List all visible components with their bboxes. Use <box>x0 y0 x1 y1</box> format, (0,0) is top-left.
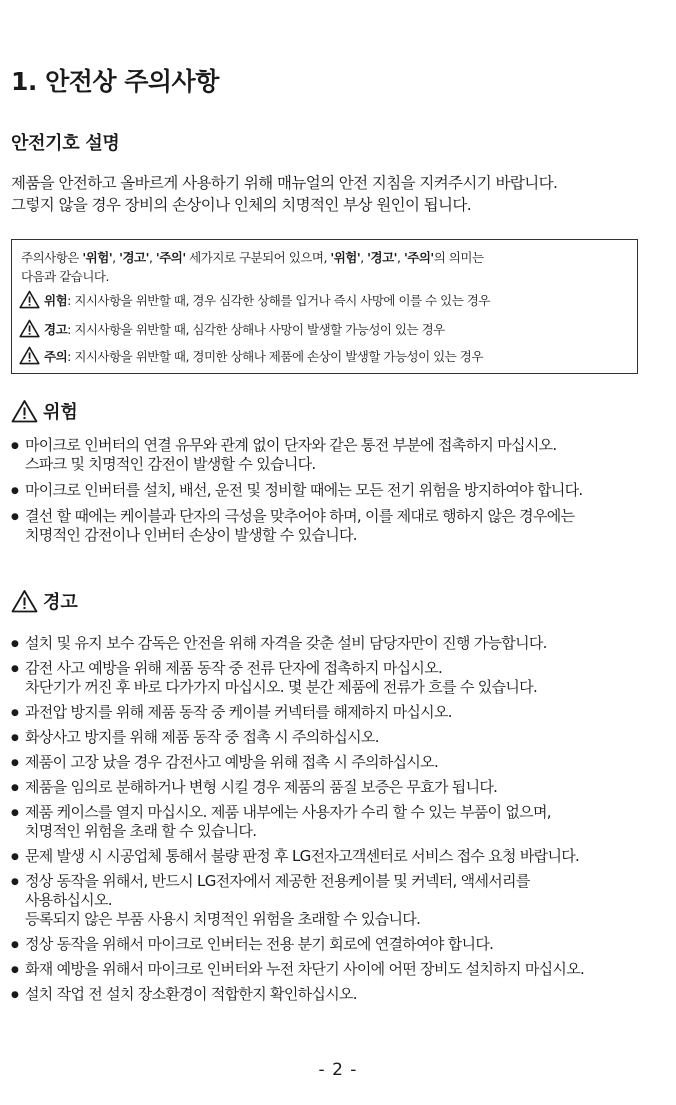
legend-word-danger: '위험' <box>82 250 113 265</box>
legend-row-text: : 지시사항을 위반할 때, 심각한 상해나 사망이 발생할 가능성이 있는 경우 <box>67 321 445 337</box>
warning-list <box>11 634 671 1010</box>
list-item-line: 과전압 방지를 위해 제품 동작 중 케이블 커넥터를 해제하지 마십시오. <box>25 703 452 721</box>
warning-triangle-icon <box>11 589 38 613</box>
list-item-line: 치명적인 위험을 초래 할 수 있습니다. <box>25 822 257 840</box>
list-item <box>11 847 671 866</box>
list-item-line: 차단기가 꺼진 후 바로 다가가지 마십시오. 몇 분간 제품에 전류가 흐를 수 있습니다. <box>25 678 538 696</box>
list-item-line: 정상 동작을 위해서, 반드시 LG전자에서 제공한 전용케이블 및 커넥터, 액세서리를 <box>25 872 530 890</box>
legend-word-warning: '경고' <box>119 250 149 265</box>
list-item <box>11 778 671 797</box>
list-item-line: 제품을 임의로 분해하거나 변형 시킬 경우 제품의 품질 보증은 무효가 됩니다. <box>25 778 498 796</box>
list-item-line: 치명적인 감전이나 인버터 손상이 발생할 수 있습니다. <box>25 526 357 544</box>
list-item <box>11 728 671 747</box>
section-subtitle: 안전기호 설명 <box>11 133 120 154</box>
bullet-icon: ● <box>11 733 19 743</box>
intro-line: 그렇지 않을 경우 장비의 손상이나 인체의 치명적인 부상 원인이 됩니다. <box>11 196 472 214</box>
warning-title-text: 경고 <box>43 592 78 613</box>
intro-line: 제품을 안전하고 올바르게 사용하기 위해 매뉴얼의 안전 지침을 지켜주시기 바랍니다. <box>11 174 558 192</box>
bullet-icon: ● <box>11 758 19 768</box>
intro-paragraph <box>11 172 557 216</box>
legend-row-text: : 지시사항을 위반할 때, 경미한 상해나 제품에 손상이 발생할 가능성이 있는 경우 <box>67 348 483 364</box>
list-item <box>11 507 671 545</box>
legend-text: 의 의미는 <box>433 250 484 265</box>
list-item-line: 화상사고 방지를 위해 제품 동작 중 접촉 시 주의하십시오. <box>25 728 379 746</box>
legend-row-label: 위험 <box>44 292 68 308</box>
bullet-icon: ● <box>11 441 19 451</box>
legend-word-caution: '주의' <box>403 250 434 265</box>
list-item-line: 제품 케이스를 열지 마십시오. 제품 내부에는 사용자가 수리 할 수 있는 부품이 없으며, <box>25 803 551 821</box>
bullet-icon: ● <box>11 512 19 522</box>
list-item-line: 사용하십시오. <box>25 891 112 909</box>
list-item <box>11 985 671 1004</box>
legend-comma: , <box>148 250 156 265</box>
legend-row-label: 경고 <box>44 321 68 337</box>
bullet-icon: ● <box>11 877 19 887</box>
bullet-icon: ● <box>11 808 19 818</box>
danger-list <box>11 436 671 552</box>
list-item <box>11 436 671 474</box>
list-item <box>11 659 671 697</box>
list-item-line: 설치 작업 전 설치 장소환경이 적합한지 확인하십시오. <box>25 985 357 1003</box>
bullet-icon: ● <box>11 965 19 975</box>
list-item <box>11 481 671 500</box>
list-item <box>11 935 671 954</box>
list-item-line: 스파크 및 치명적인 감전이 발생할 수 있습니다. <box>25 455 316 473</box>
list-item-line: 화재 예방을 위해서 마이크로 인버터와 누전 차단기 사이에 어떤 장비도 설치하지 마십시오. <box>25 960 585 978</box>
legend-comma: , <box>112 250 120 265</box>
bullet-icon: ● <box>11 486 19 496</box>
bullet-icon: ● <box>11 852 19 862</box>
legend-comma: , <box>360 250 368 265</box>
legend-intro-line <box>21 248 484 266</box>
bullet-icon: ● <box>11 664 19 674</box>
list-item-line: 마이크로 인버터의 연결 유무와 관계 없이 단자와 같은 통전 부분에 접촉하지 마십시오. <box>25 436 557 454</box>
list-item <box>11 703 671 722</box>
legend-row-text: : 지시사항을 위반할 때, 경우 심각한 상해를 입거나 즉시 사망에 이를 수 있는 경우 <box>67 292 490 308</box>
legend-text: 세가지로 구분되어 있으며, <box>185 250 331 265</box>
bullet-icon: ● <box>11 708 19 718</box>
legend-row-warning <box>19 319 445 338</box>
list-item <box>11 634 671 653</box>
legend-text: 주의사항은 <box>21 250 83 265</box>
list-item-line: 제품이 고장 났을 경우 감전사고 예방을 위해 접촉 시 주의하십시오. <box>25 753 439 771</box>
legend-row-danger <box>19 290 490 309</box>
signal-word-legend-box <box>11 239 638 374</box>
list-item-line: 설치 및 유지 보수 감독은 안전을 위해 자격을 갖춘 설비 담당자만이 진행 가능합니다. <box>25 634 547 652</box>
list-item <box>11 960 671 979</box>
bullet-icon: ● <box>11 940 19 950</box>
warning-triangle-icon <box>19 319 40 338</box>
bullet-icon: ● <box>11 783 19 793</box>
page-title: 1. 안전상 주의사항 <box>11 67 219 96</box>
list-item <box>11 753 671 772</box>
warning-triangle-icon <box>19 290 40 309</box>
list-item <box>11 872 671 929</box>
list-item-line: 정상 동작을 위해서 마이크로 인버터는 전용 분기 회로에 연결하여야 합니다. <box>25 935 494 953</box>
list-item-line: 문제 발생 시 시공업체 통해서 불량 판정 후 LG전자고객센터로 서비스 접수 요청 바랍니다. <box>25 847 580 865</box>
legend-intro-line-2: 다음과 같습니다. <box>21 269 109 284</box>
list-item-line: 감전 사고 예방을 위해 제품 동작 중 전류 단자에 접촉하지 마십시오. <box>25 659 443 677</box>
warning-section-title <box>11 588 78 614</box>
page-number: - 2 - <box>318 1060 358 1080</box>
legend-word-danger: '위험' <box>330 250 361 265</box>
bullet-icon: ● <box>11 639 19 649</box>
legend-row-caution <box>19 346 483 365</box>
list-item-line: 결선 할 때에는 케이블과 단자의 극성을 맞추어야 하며, 이를 제대로 행하지 않은 경우에는 <box>25 507 575 525</box>
legend-word-caution: '주의' <box>155 250 186 265</box>
list-item-line: 등록되지 않은 부품 사용시 치명적인 위험을 초래할 수 있습니다. <box>25 910 421 928</box>
danger-section-title <box>11 398 78 424</box>
legend-word-warning: '경고' <box>367 250 397 265</box>
warning-triangle-icon <box>11 399 38 423</box>
list-item-line: 마이크로 인버터를 설치, 배선, 운전 및 정비할 때에는 모든 전기 위험을 방지하여야 합니다. <box>25 481 583 499</box>
list-item <box>11 803 671 841</box>
warning-triangle-icon <box>19 346 40 365</box>
danger-title-text: 위험 <box>43 402 78 423</box>
legend-comma: , <box>396 250 404 265</box>
bullet-icon: ● <box>11 990 19 1000</box>
legend-row-label: 주의 <box>44 348 68 364</box>
